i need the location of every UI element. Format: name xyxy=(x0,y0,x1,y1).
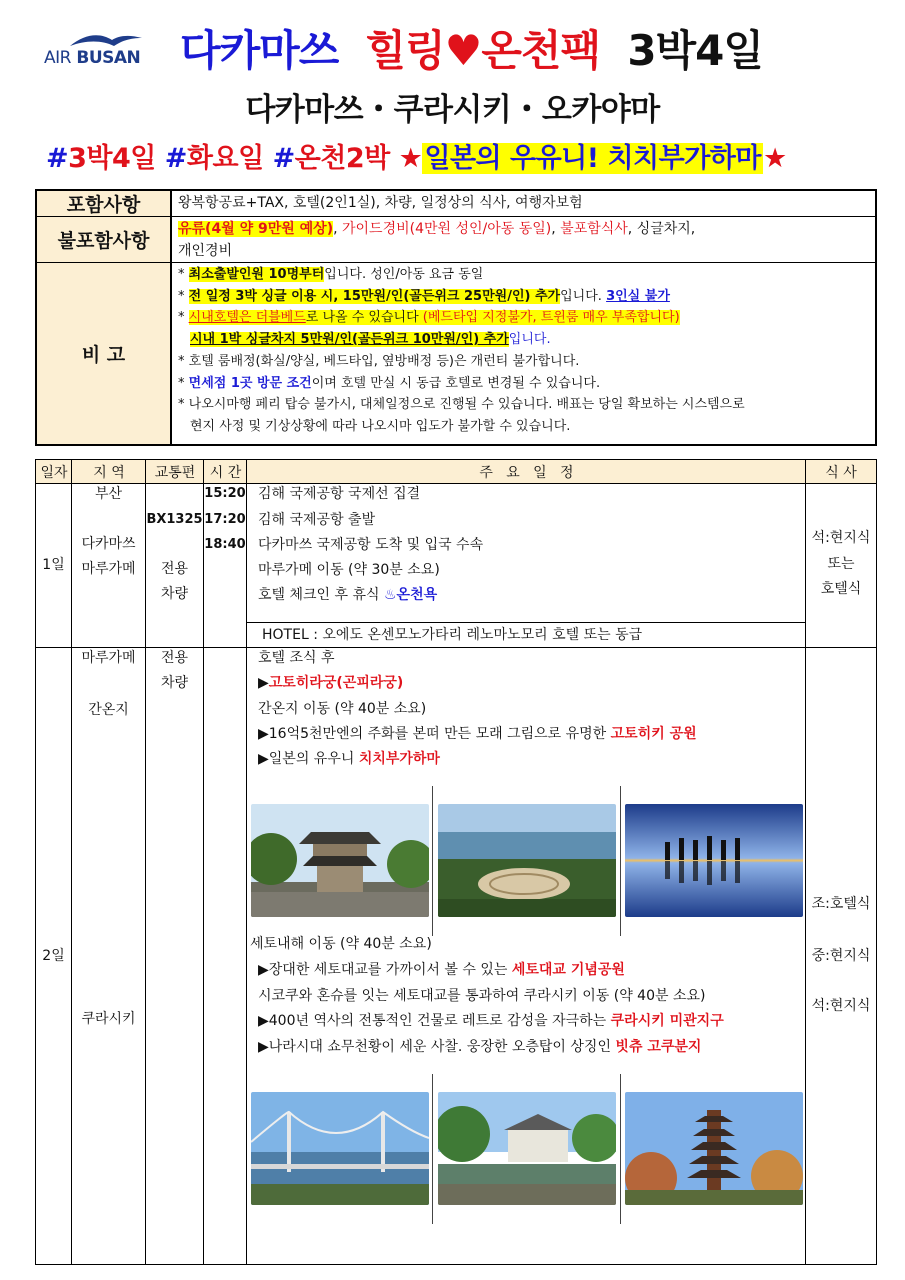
day2-meal-2: 중:현지식 xyxy=(811,948,871,964)
day2-line-3: 간온지 이동 (약 40분 소요) xyxy=(258,701,427,717)
tag-onsen: 온천2박 xyxy=(294,143,390,174)
line-text: ▶장대한 세토대교를 가까이서 볼 수 있는 xyxy=(258,962,512,978)
column-divider xyxy=(145,460,146,1264)
schedule-table xyxy=(35,459,877,1265)
note-text: 입니다. xyxy=(560,288,607,304)
note-single xyxy=(178,286,869,308)
note-text: 입니다. 성인/아동 요금 동일 xyxy=(324,267,484,282)
column-divider xyxy=(71,460,72,1264)
excluded-meal: 불포함식사 xyxy=(560,221,628,237)
note-highlight: 시내 1박 싱글차지 5만원/인(골든위크 10만원/인) 추가 xyxy=(190,332,509,348)
remarks-row xyxy=(37,263,875,444)
separator: , xyxy=(551,221,561,237)
day1-meal-2: 또는 xyxy=(827,556,855,572)
day1-meal-1: 석:현지식 xyxy=(811,530,871,546)
star-icon: ★ xyxy=(762,143,787,174)
tag-hash: # xyxy=(272,143,295,174)
header-region: 지 역 xyxy=(72,460,146,484)
note-dutyfree xyxy=(178,373,869,395)
day1-item-1: 김해 국제공항 국제선 집결 xyxy=(258,486,421,502)
title-package: 힐링♥온천팩 xyxy=(365,26,601,75)
note-min-people xyxy=(178,264,869,286)
arrow-icon: ▶ xyxy=(258,675,269,691)
attraction-name: 쿠라시키 미관지구 xyxy=(610,1013,724,1029)
day2-meal-1: 조:호텔식 xyxy=(811,896,871,912)
day2-line-8: 시코쿠와 혼슈를 잇는 세토대교를 통과하여 쿠라시키 이동 (약 40분 소요) xyxy=(258,988,706,1004)
header-meal: 식 사 xyxy=(806,460,876,484)
day1-time-1: 15:20 xyxy=(204,486,246,501)
note-bullet: * xyxy=(178,288,189,304)
title-duration: 3박4일 xyxy=(627,26,763,75)
separator: , xyxy=(333,221,342,237)
note-bullet: * xyxy=(178,375,189,391)
day1-time-2: 17:20 xyxy=(204,512,246,527)
tag-hash: # xyxy=(46,143,69,174)
line-text: ▶나라시대 쇼무천황이 세운 사찰. 웅장한 오층탑이 상징인 xyxy=(258,1039,616,1055)
day2-line-1: 호텔 조식 후 xyxy=(258,650,335,666)
bitchu-kokubunji-photo xyxy=(625,1092,803,1205)
photo-divider xyxy=(620,1074,621,1224)
day2-region-2: 간온지 xyxy=(88,702,129,718)
day1-hotel: HOTEL : 오에도 온센모노가타리 레노마노모리 호텔 또는 동급 xyxy=(262,627,643,643)
kotohira-shrine-photo xyxy=(251,804,429,917)
note-text: 입니다. xyxy=(508,332,551,348)
day1-meal-3: 호텔식 xyxy=(820,581,862,597)
note-text: 이며 호텔 만실 시 동급 호텔로 변경될 수 있습니다. xyxy=(311,375,601,391)
attraction-name: 세토대교 기념공원 xyxy=(511,962,625,978)
day2-line-2 xyxy=(258,674,403,692)
tag-hash: # xyxy=(164,143,187,174)
header-day: 일자 xyxy=(36,460,72,484)
note-city-single xyxy=(178,329,869,351)
note-double-bed xyxy=(178,307,869,329)
included-row xyxy=(37,191,875,217)
info-box xyxy=(35,189,877,446)
page-title xyxy=(180,18,880,78)
photo-divider xyxy=(432,1074,433,1224)
day2-label: 2일 xyxy=(42,948,65,964)
attraction-name: 고토히라궁(곤피라궁) xyxy=(268,675,404,691)
day-separator xyxy=(36,647,876,648)
day1-region-1: 부산 xyxy=(94,486,123,502)
onsen-label: ♨온천욕 xyxy=(384,587,438,603)
column-divider xyxy=(203,460,204,1264)
line-text: ▶일본의 유우니 xyxy=(258,751,359,767)
excluded-rest: , 싱글차지, xyxy=(627,221,696,237)
attraction-name: 고토히키 공원 xyxy=(610,726,697,742)
page-subtitle: 다카마쓰・쿠라시키・오카야마 xyxy=(245,92,660,128)
day1-region-2: 다카마쓰 xyxy=(81,536,136,552)
kurashiki-bikan-photo xyxy=(438,1092,616,1205)
tag-nights: 3박4일 xyxy=(68,143,156,174)
excluded-label: 불포함사항 xyxy=(37,217,172,262)
day2-meal-3: 석:현지식 xyxy=(811,998,871,1014)
star-icon: ★ xyxy=(398,143,423,174)
remarks-notes xyxy=(178,264,869,438)
note-blue: 3인실 불가 xyxy=(606,288,670,304)
photo-divider xyxy=(620,786,621,936)
zenigata-sand-photo xyxy=(438,804,616,917)
day1-region-3: 마루가메 xyxy=(81,561,136,577)
note-ferry-2: 현지 사정 및 기상상황에 따라 나오시마 입도가 불가할 수 있습니다. xyxy=(190,418,571,434)
day1-vehicle-1: 전용 xyxy=(160,561,189,577)
header-time: 시 간 xyxy=(204,460,247,484)
day1-label: 1일 xyxy=(42,557,65,573)
excluded-guide: 가이드경비(4만원 성인/아동 동일) xyxy=(342,221,552,237)
logo-prefix: AIR xyxy=(44,48,71,68)
column-divider xyxy=(246,460,247,1264)
day2-region-3: 쿠라시키 xyxy=(81,1011,136,1027)
excluded-row xyxy=(37,217,875,263)
chichibugahama-photo xyxy=(625,804,803,917)
note-bullet: * xyxy=(178,267,189,282)
title-city: 다카마쓰 xyxy=(180,26,339,75)
note-highlight: 최소출발인원 10명부터 xyxy=(188,267,325,282)
day2-vehicle-1: 전용 xyxy=(160,650,189,666)
note-text: 로 나올 수 있습니다 xyxy=(305,310,423,326)
note-ferry: * 나오시마행 페리 탑승 불가시, 대체일정으로 진행될 수 있습니다. 배표는 당일 확보하는 시스템으로 xyxy=(178,397,745,413)
header-itinerary: 주 요 일 정 xyxy=(247,460,806,484)
photo-divider xyxy=(432,786,433,936)
included-text: 왕복항공료+TAX, 호텔(2인1실), 차량, 일정상의 식사, 여행자보험 xyxy=(178,195,583,211)
day2-line-7 xyxy=(258,961,625,979)
line-text: ▶400년 역사의 전통적인 건물로 레트로 감성을 자극하는 xyxy=(258,1013,611,1029)
tag-line xyxy=(46,136,787,175)
excluded-text xyxy=(178,218,869,262)
header-transport: 교통편 xyxy=(146,460,204,484)
day1-time-3: 18:40 xyxy=(204,537,246,552)
day2-vehicle-2: 차량 xyxy=(160,675,189,691)
logo-name: BUSAN xyxy=(76,48,141,68)
note-red: 시내호텔은 더블베드 xyxy=(188,310,306,326)
tag-day: 화요일 xyxy=(186,143,264,174)
attraction-name: 치치부가하마 xyxy=(358,751,440,767)
line-text: ▶16억5천만엔의 주화를 본떠 만든 모래 그림으로 유명한 xyxy=(258,726,611,742)
seto-bridge-photo xyxy=(251,1092,429,1205)
checkin-text: 호텔 체크인 후 휴식 xyxy=(258,587,384,603)
included-label: 포함사항 xyxy=(37,191,172,216)
day1-item-3: 다카마쓰 국제공항 도착 및 입국 수속 xyxy=(258,537,484,553)
excluded-fuel: 유류(4월 약 9만원 예상) xyxy=(178,221,334,237)
tag-highlight: 일본의 우유니! 치치부가하마 xyxy=(424,143,761,174)
note-highlight: 전 일정 3박 싱글 이용 시, 15만원/인(골든위크 25만원/인) 추가 xyxy=(188,288,561,304)
note-red: (베드타입 지정불가, 트윈룸 매우 부족합니다) xyxy=(422,310,680,326)
day2-line-4 xyxy=(258,725,697,743)
note-room: * 호텔 룸배정(화실/양실, 베드타입, 옆방배정 등)은 개런티 불가합니다. xyxy=(178,353,580,369)
day1-checkin xyxy=(258,586,437,604)
attraction-name: 빗츄 고쿠분지 xyxy=(615,1039,702,1055)
air-busan-logo xyxy=(44,30,154,70)
day2-line-10 xyxy=(258,1038,701,1056)
remarks-label: 비 고 xyxy=(37,263,172,444)
day2-line-5 xyxy=(258,750,440,768)
bird-logo-icon xyxy=(66,30,146,50)
day1-flight: BX1325 xyxy=(146,512,203,527)
day1-vehicle-2: 차량 xyxy=(160,586,189,602)
day2-line-9 xyxy=(258,1012,724,1030)
hotel-separator xyxy=(246,622,805,623)
note-bullet: * xyxy=(178,310,189,326)
day1-item-2: 김해 국제공항 출발 xyxy=(258,512,376,528)
day2-line-6: 세토내해 이동 (약 40분 소요) xyxy=(250,936,432,952)
excluded-line2: 개인경비 xyxy=(178,243,233,259)
day1-item-4: 마루가메 이동 (약 30분 소요) xyxy=(258,562,440,578)
day2-region-1: 마루가메 xyxy=(81,650,136,666)
note-blue: 면세점 1곳 방문 조건 xyxy=(188,375,312,391)
